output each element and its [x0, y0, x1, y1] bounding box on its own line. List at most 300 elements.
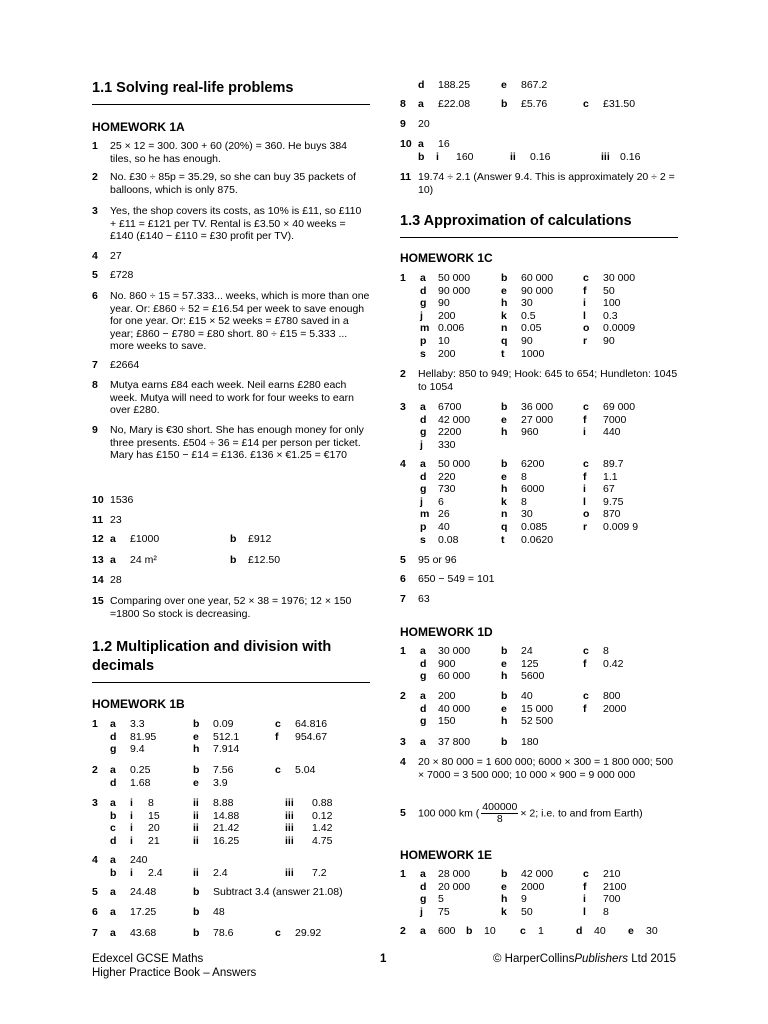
answer-value: 6000 — [521, 483, 545, 496]
q-number: 11 — [400, 171, 412, 183]
answer-value: 188.25 — [438, 79, 471, 91]
answer-value: 50 — [603, 284, 615, 297]
answer-value: 200 — [438, 347, 456, 360]
part-label: c — [275, 927, 281, 939]
answer-value: 78.6 — [213, 927, 234, 939]
q-number: 7 — [92, 927, 98, 939]
answer-value: 60 000 — [438, 670, 471, 683]
part-label: i — [583, 426, 586, 439]
answer-value: 5600 — [521, 670, 545, 683]
part-label: d — [420, 657, 427, 670]
part-label: d — [420, 880, 427, 893]
q-number: 2 — [400, 690, 406, 702]
subpart-label: ii — [193, 797, 199, 809]
answer-value: 5.04 — [295, 764, 316, 776]
answer-value: 67 — [603, 483, 615, 496]
answer-value: 4.75 — [312, 834, 333, 847]
q-number: 1 — [400, 868, 406, 880]
q-number: 13 — [92, 554, 104, 566]
part-label: a — [110, 886, 116, 898]
part-label: s — [420, 347, 426, 360]
answer-value: 6 — [438, 495, 444, 508]
answer-value: 1 — [538, 925, 544, 937]
answer-value: 81.95 — [130, 730, 157, 743]
part-label: h — [501, 297, 508, 310]
q-text: 20 × 80 000 = 1 600 000; 6000 × 300 = 1 800 000; 500 × 7000 = 3 500 000; 10 000 × 900 = 9 000 000 — [418, 756, 674, 781]
q-number: 3 — [92, 205, 98, 217]
part-label: b — [501, 458, 508, 470]
answer-value: 160 — [456, 150, 474, 163]
part-label: b — [501, 645, 508, 657]
subpart-label: ii — [510, 150, 516, 163]
answer-value: 200 — [438, 309, 456, 322]
subpart-label: i — [436, 150, 439, 163]
q-number: 10 — [400, 138, 412, 150]
subpart-label: i — [130, 822, 133, 835]
q-number: 1 — [400, 272, 406, 284]
part-label: g — [420, 670, 427, 683]
answer-value: 21.42 — [213, 822, 240, 835]
answer-value: 89.7 — [603, 458, 624, 470]
part-label: j — [420, 438, 423, 451]
part-label: a — [110, 764, 116, 776]
part-label: d — [420, 470, 427, 483]
q-number: 5 — [400, 807, 406, 819]
part-label: a — [110, 533, 116, 545]
q-text: Mutya earns £84 each week. Neil earns £280 each week. Mutya will need to work for four weeks to earn over £280. — [110, 379, 354, 417]
part-label: a — [418, 98, 424, 110]
answer-value: 50 — [521, 905, 533, 918]
answer-value: 0.16 — [620, 150, 641, 163]
part-label: j — [420, 905, 423, 918]
part-label: b — [230, 533, 237, 545]
answer-value: 0.05 — [521, 322, 542, 335]
part-label: a — [110, 927, 116, 939]
part-label: e — [501, 284, 507, 297]
part-label: a — [420, 690, 426, 702]
q-number: 9 — [400, 118, 406, 130]
part-label: b — [501, 868, 508, 880]
q-text: £728 — [110, 269, 134, 281]
answer-value: 90 — [521, 335, 533, 347]
footer-left — [92, 952, 256, 980]
q-number: 5 — [92, 886, 98, 898]
answer-value: 21 — [148, 834, 160, 847]
part-label: m — [420, 508, 430, 521]
answer-value: 9.4 — [130, 743, 145, 756]
part-label: i — [583, 893, 586, 906]
answer-value: 10 — [438, 335, 450, 347]
answer-value: 150 — [438, 715, 456, 728]
part-label: a — [110, 906, 116, 918]
part-label: q — [501, 335, 508, 347]
part-label: c — [583, 645, 589, 657]
part-label: t — [501, 533, 505, 546]
answer-value: 0.08 — [438, 533, 459, 546]
part-label: k — [501, 309, 507, 322]
answer-value: 30 000 — [438, 645, 471, 657]
q-number: 8 — [92, 379, 98, 391]
subpart-label: i — [130, 797, 133, 809]
answer-value: 20 000 — [438, 880, 471, 893]
answer-value: 10 — [484, 925, 496, 937]
answer-value: 24.48 — [130, 886, 157, 898]
copyright-year: Ltd 2015 — [628, 953, 676, 965]
part-label: g — [420, 483, 427, 496]
part-label: c — [275, 764, 281, 776]
answer-value: £1000 — [130, 533, 160, 545]
copyright-publisher-italic: Publishers — [574, 953, 629, 965]
part-label: b — [193, 764, 200, 776]
answer-value: 650 − 549 = 101 — [418, 573, 495, 585]
part-label: b — [501, 98, 508, 110]
answer-value: 2000 — [603, 702, 627, 715]
q-number: 5 — [400, 554, 406, 566]
answer-value: 2200 — [438, 426, 462, 439]
answer-value: 40 — [438, 521, 450, 533]
answer-value: 15 000 — [521, 702, 554, 715]
q-number: 1 — [92, 140, 98, 152]
answer-value: 440 — [603, 426, 621, 439]
footer-copyright — [493, 952, 676, 966]
answer-value: 0.0009 — [603, 322, 636, 335]
answer-value: 180 — [521, 736, 539, 748]
answer-value: 69 000 — [603, 401, 636, 413]
q-number: 10 — [92, 494, 104, 506]
part-label: r — [583, 335, 588, 347]
part-label: e — [501, 470, 507, 483]
answer-1b-11 — [400, 171, 678, 196]
part-label: h — [501, 426, 508, 439]
answer-value: 40 — [521, 690, 533, 702]
homework-1a-heading: HOMEWORK 1A — [92, 120, 185, 134]
part-label: a — [110, 554, 116, 566]
part-label: g — [420, 715, 427, 728]
part-label: b — [193, 718, 200, 730]
fraction-denominator: 8 — [496, 813, 503, 825]
part-label: o — [583, 322, 590, 335]
part-label: b — [501, 736, 508, 748]
part-label: e — [501, 413, 507, 426]
answer-value: 6200 — [521, 458, 545, 470]
answer-value: 220 — [438, 470, 456, 483]
part-label: b — [501, 690, 508, 702]
answer-value: Subtract 3.4 (answer 21.08) — [213, 886, 343, 898]
answer-value: 8 — [603, 645, 609, 657]
part-label: i — [583, 483, 586, 496]
subpart-label: ii — [193, 867, 199, 879]
answer-value: 3.9 — [213, 776, 228, 789]
answer-value: 43.68 — [130, 927, 157, 939]
part-label: d — [110, 776, 117, 789]
answer-value: 15 — [148, 809, 160, 822]
part-label: h — [501, 715, 508, 728]
q-number: 11 — [92, 514, 104, 526]
answer-value: 60 000 — [521, 272, 554, 284]
part-label: c — [110, 822, 116, 835]
answer-value: 0.12 — [312, 809, 333, 822]
answer-1a-3 — [92, 205, 370, 243]
homework-1e-heading: HOMEWORK 1E — [400, 848, 493, 862]
part-label: a — [420, 272, 426, 284]
answer-value: 2.4 — [213, 867, 228, 879]
part-label: d — [418, 79, 425, 91]
part-label: p — [420, 335, 427, 347]
part-label: r — [583, 521, 588, 533]
answer-1a-4 — [92, 250, 370, 263]
answer-value: 42 000 — [438, 413, 471, 426]
answer-value: 40 — [594, 925, 606, 937]
q-number: 4 — [400, 458, 406, 470]
subpart-label: iii — [285, 822, 294, 835]
part-label: b — [501, 401, 508, 413]
q-number: 6 — [92, 290, 98, 302]
part-label: c — [583, 272, 589, 284]
answer-value: 17.25 — [130, 906, 157, 918]
q-text: £2664 — [110, 359, 140, 371]
q-number: 9 — [92, 424, 98, 436]
answer-1a-5 — [92, 269, 370, 282]
q-text: × 2; i.e. to and from Earth) — [520, 807, 643, 820]
homework-1c-heading: HOMEWORK 1C — [400, 251, 493, 265]
q-number: 1 — [92, 718, 98, 730]
part-label: j — [420, 309, 423, 322]
answer-value: 63 — [418, 593, 430, 605]
part-label: a — [110, 854, 116, 866]
part-label: e — [193, 730, 199, 743]
part-label: q — [501, 521, 508, 533]
answer-value: 870 — [603, 508, 621, 521]
answer-value: 40 000 — [438, 702, 471, 715]
answer-value: 50 000 — [438, 272, 471, 284]
part-label: b — [110, 809, 117, 822]
part-label: c — [583, 690, 589, 702]
answer-1d-4 — [400, 756, 678, 781]
section-title-1-1: 1.1 Solving real-life problems — [92, 79, 370, 105]
q-number: 3 — [92, 797, 98, 809]
answer-value: 6700 — [438, 401, 462, 413]
answer-value: 20 — [148, 822, 160, 835]
page-number: 1 — [380, 953, 387, 965]
subpart-label: ii — [193, 809, 199, 822]
part-label: e — [501, 657, 507, 670]
answer-value: 0.009 9 — [603, 521, 639, 533]
part-label: d — [110, 730, 117, 743]
part-label: d — [420, 413, 427, 426]
answer-value: £22.08 — [438, 98, 471, 110]
part-label: l — [583, 905, 586, 918]
part-label: b — [230, 554, 237, 566]
subpart-label: ii — [193, 834, 199, 847]
part-label: e — [501, 880, 507, 893]
answer-value: 75 — [438, 905, 450, 918]
answer-value: 960 — [521, 426, 539, 439]
part-label: b — [466, 925, 473, 937]
part-label: o — [583, 508, 590, 521]
answer-value: 0.16 — [530, 150, 551, 163]
answer-value: 7.2 — [312, 867, 327, 879]
q-number: 3 — [400, 736, 406, 748]
part-label: l — [583, 495, 586, 508]
answer-value: 8 — [521, 470, 527, 483]
subpart-label: iii — [285, 809, 294, 822]
answer-value: 64.816 — [295, 718, 328, 730]
part-label: d — [420, 284, 427, 297]
answer-value: 7.914 — [213, 743, 240, 756]
part-label: k — [501, 905, 507, 918]
part-label: m — [420, 322, 430, 335]
part-label: b — [193, 906, 200, 918]
subpart-label: iii — [285, 867, 294, 879]
answer-1a-6 — [92, 290, 370, 353]
answer-value: 48 — [213, 906, 225, 918]
answer-value: 1.1 — [603, 470, 618, 483]
q-number: 6 — [400, 573, 406, 585]
part-label: b — [110, 867, 117, 879]
q-text: 19.74 ÷ 2.1 (Answer 9.4. This is approximately 20 ÷ 2 = 10) — [418, 171, 675, 196]
q-number: 2 — [92, 171, 98, 183]
part-label: d — [420, 702, 427, 715]
part-label: a — [420, 645, 426, 657]
answer-value: 7.56 — [213, 764, 234, 776]
section-title-1-3: 1.3 Approximation of calculations — [400, 212, 678, 238]
part-label: f — [583, 702, 587, 715]
q-number: 15 — [92, 595, 104, 607]
answer-value: 730 — [438, 483, 456, 496]
fraction — [481, 802, 518, 825]
part-label: a — [418, 138, 424, 150]
q-number: 4 — [400, 756, 406, 768]
answer-value: 2100 — [603, 880, 627, 893]
answer-value: 3.3 — [130, 718, 145, 730]
copyright-text: © HarperCollins — [492, 953, 575, 965]
answer-value: 14.88 — [213, 809, 240, 822]
answer-value: 125 — [521, 657, 539, 670]
answer-value: 600 — [438, 925, 456, 937]
q-text: Hellaby: 850 to 949; Hook: 645 to 654; Hundleton: 1045 to 1054 — [418, 368, 678, 393]
homework-1d-heading: HOMEWORK 1D — [400, 625, 493, 639]
part-label: e — [501, 702, 507, 715]
part-label: g — [110, 743, 117, 756]
part-label: f — [583, 413, 587, 426]
answer-value: 30 — [521, 297, 533, 310]
q-number: 7 — [92, 359, 98, 371]
answer-value: 50 000 — [438, 458, 471, 470]
q-text: Yes, the shop covers its costs, as 10% is £11, so £110 + £11 = £121 per TV. Rental is £3.50 × 40 weeks = £140 (£140 − £110 = £30 profit per TV). — [110, 205, 362, 243]
answer-value: 42 000 — [521, 868, 554, 880]
answer-value: 7000 — [603, 413, 627, 426]
part-label: c — [520, 925, 526, 937]
answer-value: 95 or 96 — [418, 554, 457, 566]
answer-value: £912 — [248, 533, 272, 545]
part-label: g — [420, 893, 427, 906]
answer-value: 8 — [603, 905, 609, 918]
part-label: h — [501, 670, 508, 683]
answer-1a-10 — [92, 494, 370, 507]
answer-value: 2000 — [521, 880, 545, 893]
part-label: n — [501, 322, 508, 335]
answer-value: 5 — [438, 893, 444, 906]
subpart-label: ii — [193, 822, 199, 835]
part-label: c — [583, 401, 589, 413]
q-number: 2 — [400, 925, 406, 937]
answer-value: 24 m² — [130, 554, 157, 566]
part-label: c — [583, 868, 589, 880]
answer-value: 52 500 — [521, 715, 554, 728]
part-label: f — [583, 470, 587, 483]
part-label: a — [110, 797, 116, 809]
answer-value: £12.50 — [248, 554, 281, 566]
answer-value: 330 — [438, 438, 456, 451]
answer-value: 16.25 — [213, 834, 240, 847]
subpart-label: iii — [285, 797, 294, 809]
answer-value: 30 — [646, 925, 658, 937]
part-label: g — [420, 297, 427, 310]
section-title-1-2: 1.2 Multiplication and division with decimals — [92, 638, 370, 683]
part-label: s — [420, 533, 426, 546]
q-number: 14 — [92, 574, 104, 586]
answer-1a-11 — [92, 514, 370, 527]
part-label: d — [576, 925, 583, 937]
q-text: 28 — [110, 574, 122, 586]
answer-value: 2.4 — [148, 867, 163, 879]
answer-value: 26 — [438, 508, 450, 521]
answer-value: 1.68 — [130, 776, 151, 789]
answer-value: 100 — [603, 297, 621, 310]
part-label: i — [583, 297, 586, 310]
part-label: d — [110, 834, 117, 847]
part-label: b — [418, 150, 425, 163]
part-label: n — [501, 508, 508, 521]
answer-value: 210 — [603, 868, 621, 880]
answer-value: 9.75 — [603, 495, 624, 508]
part-label: f — [583, 657, 587, 670]
answer-value: 30 — [521, 508, 533, 521]
q-text: No. 860 ÷ 15 = 57.333... weeks, which is more than one year. Or: £860 ÷ 52 = £16.54 per week to save enough for one year. Or: £15 × 52 weeks = £780 saved in a year; £860 − £780 = £80 short. 80 ÷ £15 = 5.333 ... more weeks to save. — [110, 290, 370, 353]
part-label: j — [420, 495, 423, 508]
part-label: b — [193, 886, 200, 898]
answer-value: 90 000 — [438, 284, 471, 297]
part-label: a — [110, 718, 116, 730]
answer-value: 512.1 — [213, 730, 240, 743]
q-number: 2 — [400, 368, 406, 380]
q-number: 1 — [400, 645, 406, 657]
answer-value: 27 000 — [521, 413, 554, 426]
answer-value: 954.67 — [295, 730, 328, 743]
answer-1a-2 — [92, 171, 370, 196]
part-label: a — [420, 925, 426, 937]
answer-value: 37 800 — [438, 736, 471, 748]
part-label: e — [628, 925, 634, 937]
answer-value: £31.50 — [603, 98, 636, 110]
answer-1d-5 — [400, 802, 678, 825]
part-label: t — [501, 347, 505, 360]
q-text: Comparing over one year, 52 × 38 = 1976; 12 × 150 =1800 So stock is decreasing. — [110, 595, 352, 620]
answer-value: 30 000 — [603, 272, 636, 284]
answer-value: 0.09 — [213, 718, 234, 730]
q-text: 23 — [110, 514, 122, 526]
answer-value: 8.88 — [213, 797, 234, 809]
q-number: 6 — [92, 906, 98, 918]
answer-value: 0.006 — [438, 322, 465, 335]
part-label: l — [583, 309, 586, 322]
answer-value: 0.0620 — [521, 533, 554, 546]
answer-value: 800 — [603, 690, 621, 702]
answer-value: 90 — [438, 297, 450, 310]
footer-book-series: Edexcel GCSE Maths — [92, 953, 204, 965]
answer-value: 9 — [521, 893, 527, 906]
q-number: 4 — [92, 854, 98, 866]
